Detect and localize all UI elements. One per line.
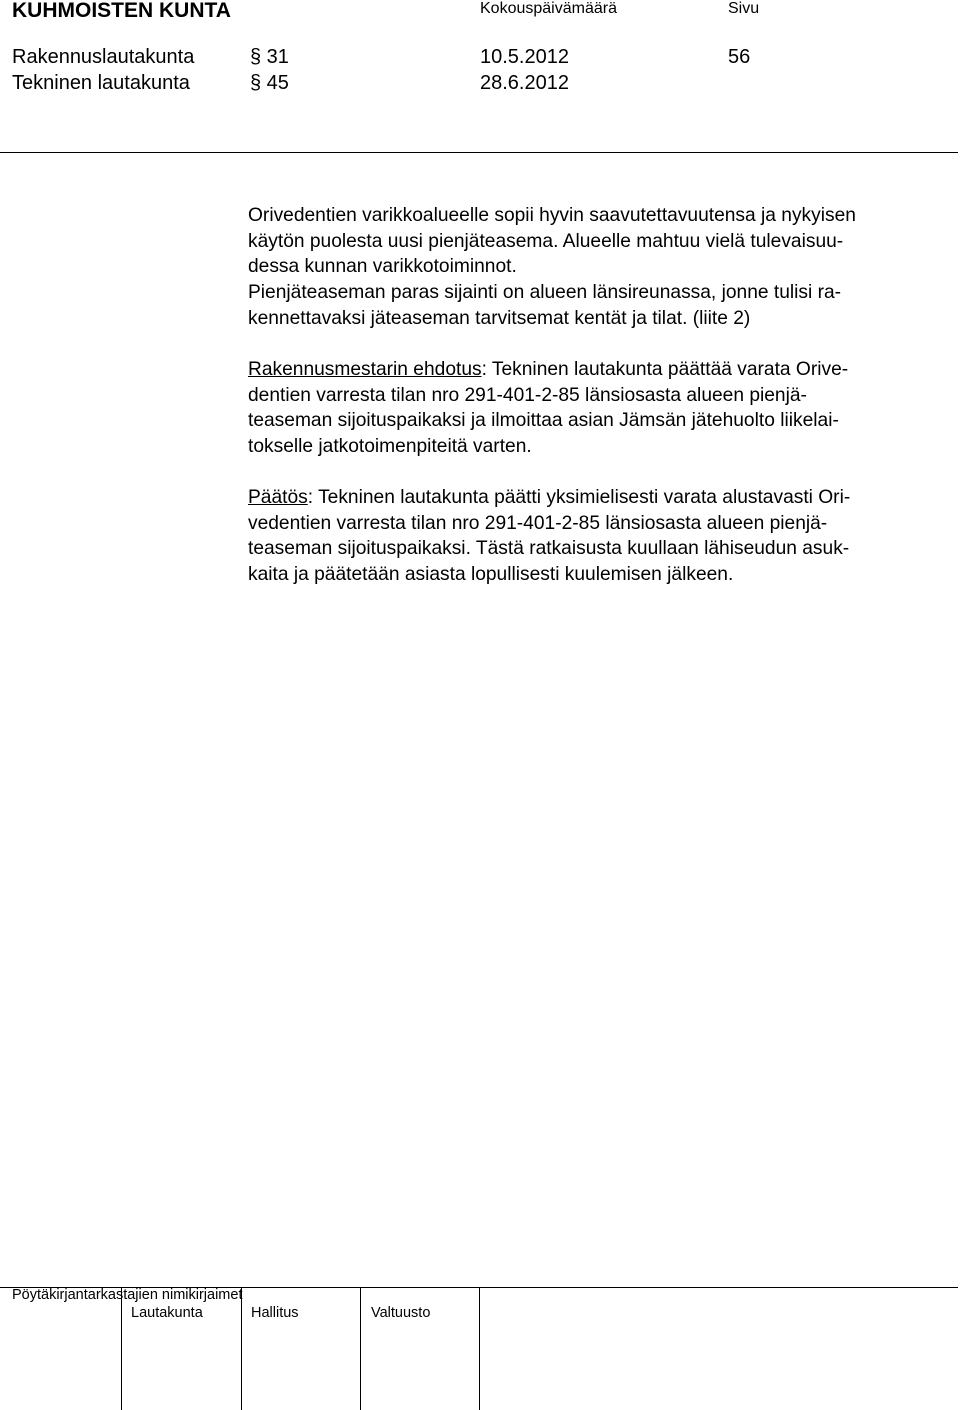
text-line: vedentien varresta tilan nro 291-401-2-85 länsiosasta alueen pienjä-	[248, 512, 828, 534]
paragraph-decision	[248, 485, 953, 588]
text-line: teaseman sijoituspaikaksi ja ilmoittaa asian Jämsän jätehuolto liikelai-	[248, 410, 839, 432]
committee-name: Rakennuslautakunta	[12, 46, 195, 68]
page-label: Sivu	[728, 0, 760, 17]
decision-label: Päätös	[248, 487, 308, 508]
text-line	[248, 357, 953, 383]
text-line	[248, 485, 953, 511]
signature-table-title: Pöytäkirjantarkastajien nimikirjaimet	[12, 1287, 243, 1303]
meeting-date: 10.5.2012	[480, 46, 569, 68]
section-number: § 45	[250, 72, 289, 94]
proposal-label: Rakennusmestarin ehdotus	[248, 359, 482, 380]
signature-column-label: Valtuusto	[371, 1305, 431, 1321]
paragraph-background	[248, 203, 953, 332]
organization-name: KUHMOISTEN KUNTA	[12, 0, 231, 22]
text-fragment: : Tekninen lautakunta päätti yksimielisesti varata alustavasti Ori-	[307, 487, 851, 508]
section-number: § 31	[250, 46, 289, 68]
text-line: kennettavaksi jäteaseman tarvitsemat kentät ja tilat. (liite 2)	[248, 307, 751, 329]
table-divider	[360, 1287, 361, 1410]
text-line: tokselle jatkotoimenpiteitä varten.	[248, 436, 532, 458]
text-line: teaseman sijoituspaikaksi. Tästä ratkaisusta kuullaan lähiseudun asuk-	[248, 538, 850, 560]
text-line: dessa kunnan varikkotoiminnot.	[248, 256, 517, 278]
table-divider	[121, 1287, 122, 1410]
header-divider	[0, 152, 958, 153]
committee-name: Tekninen lautakunta	[12, 72, 190, 94]
text-fragment: : Tekninen lautakunta päättää varata Orive-	[481, 359, 849, 380]
table-divider	[479, 1287, 480, 1410]
signature-column-label: Lautakunta	[131, 1305, 203, 1321]
table-divider	[241, 1287, 242, 1410]
page-number: 56	[728, 46, 751, 68]
text-line: kaita ja päätetään asiasta lopullisesti kuulemisen jälkeen.	[248, 564, 734, 586]
text-line: dentien varresta tilan nro 291-401-2-85 länsiosasta alueen pienjä-	[248, 384, 807, 406]
signature-column-label: Hallitus	[251, 1305, 299, 1321]
text-line: käytön puolesta uusi pienjäteasema. Alueelle mahtuu vielä tulevaisuu-	[248, 230, 844, 252]
paragraph-proposal	[248, 357, 953, 460]
text-line: Orivedentien varikkoalueelle sopii hyvin saavutettavuutensa ja nykyisen	[248, 205, 856, 226]
meeting-date-label: Kokouspäivämäärä	[480, 0, 617, 17]
text-line: Pienjäteaseman paras sijainti on alueen länsireunassa, jonne tulisi ra-	[248, 282, 842, 304]
meeting-date: 28.6.2012	[480, 72, 569, 94]
